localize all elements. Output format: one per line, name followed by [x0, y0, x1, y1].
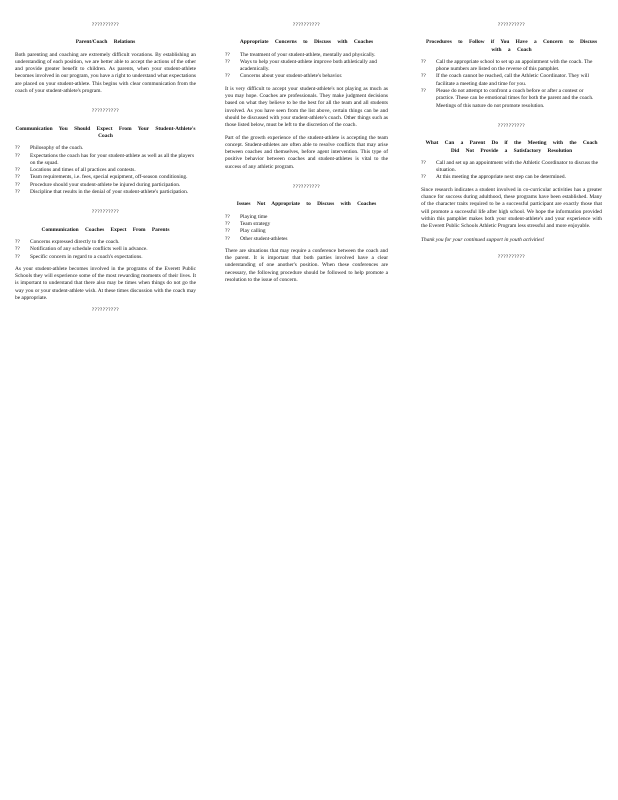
bullet-list — [225, 52, 388, 81]
paragraph: Part of the growth experience of the student-athlete is accepting the team concept. Student-athletes are often able to resolve conflicts that may arise between coaches and themselves, before agent intervention. This type of positive behavior between coaches and student-athletes is vital to the success of any athletic program. — [225, 134, 388, 170]
section-heading-procedures: Procedures to Follow if You Have a Concern to Discuss with a Coach — [425, 39, 598, 53]
divider: ?????????? — [497, 254, 526, 260]
list-item: ?? Specific concern in regard to a coach's expectations. — [15, 253, 143, 260]
paragraph: As your student-athlete becomes involved in the programs of the Everett Public Schools they will experience some of the most rewarding moments of their lives. It is important to understand that there also may be times when things do not go the way you or your student-athlete wish. At these times discussion with the coach may be appropriate. — [15, 265, 196, 302]
list-item: ?? The treatment of your student-athlete, mentally and physically. — [225, 51, 376, 58]
bullet-icon: ?? — [225, 228, 230, 235]
list-item: ?? Other student-athletes — [225, 235, 288, 242]
bullet-icon: ?? — [15, 181, 20, 188]
list-item: ?? At this meeting the appropriate next step can be determined. — [421, 174, 566, 181]
list-item: ?? Ways to help your student-athlete improve both athletically and academically. — [225, 58, 377, 73]
divider: ?????????? — [292, 23, 321, 28]
bullet-icon: ?? — [225, 220, 230, 227]
divider: ?????????? — [91, 308, 120, 314]
divider: ?????????? — [292, 185, 321, 191]
paragraph: Both parenting and coaching are extremely difficult vocations. By establishing an understanding of each position, we are better able to accept the actions of the other and provide greater benefit to children. As parents, when your student-athlete becomes involved in our program, you have a right to understand what expectations are placed on your student-athlete. This begins with clear communication from the coach of your student-athlete's program. — [15, 51, 196, 95]
bullet-icon: ?? — [421, 88, 426, 95]
list-item: ?? Concerns expressed directly to the coach. — [15, 238, 120, 245]
bullet-icon: ?? — [15, 246, 20, 253]
list-item: ?? Team strategy — [225, 220, 271, 227]
section-heading-what-can-a-parent-do: What Can a Parent Do if the Meeting with the Coach Did Not Provide a Satisfactory Resolution — [425, 140, 598, 154]
thank-you-note: Thank you for your continued support in youth activities! — [421, 236, 545, 243]
list-item: ?? Playing time — [225, 213, 268, 220]
bullet-list — [225, 214, 388, 243]
divider: ?????????? — [91, 109, 120, 115]
bullet-icon: ?? — [421, 73, 426, 80]
paragraph: Since research indicates a student involved in co-curricular activities has a greater chance for success during adulthood, these programs have been established. Many of the character traits required to be a successful participant are exactly those that will promote a successful life after high school. We hope the information provided within this pamphlet makes both your student-athlete's and your experience with the Everett Public Schools Athletic Program less stressful and more enjoyable. — [421, 186, 602, 230]
bullet-icon: ?? — [15, 238, 20, 245]
section-heading-appropriate-concerns: Appropriate Concerns to Discuss with Coaches — [239, 39, 374, 46]
bullet-icon: ?? — [225, 213, 230, 220]
bullet-icon: ?? — [15, 152, 20, 159]
divider: ?????????? — [497, 23, 526, 28]
section-heading-issues-not-appropriate: Issues Not Appropriate to Discuss with Coaches — [236, 201, 377, 208]
list-item: ?? Expectations the coach has for your student-athlete as well as all the players on the squad. — [15, 152, 195, 166]
bullet-icon: ?? — [225, 73, 230, 80]
bullet-icon: ?? — [225, 51, 230, 58]
bullet-icon: ?? — [225, 58, 230, 65]
divider: ?????????? — [91, 210, 120, 216]
bullet-icon: ?? — [15, 174, 20, 181]
section-heading-communication-from-coach: Communication You Should Expect From Your Student-Athlete's Coach — [15, 125, 196, 139]
list-item: ?? Procedure should your student-athlete be injured during participation. — [15, 181, 181, 188]
paragraph: It is very difficult to accept your student-athlete's not playing as much as you may hope. Coaches are professionals. They make judgment decisions based on what they believe to be the best for all the team and all students involved. As you have seen from the list above, certain things can be and should be discussed with your student-athlete's coach. Other things such as those listed below, must be left to the discretion of the coach. — [225, 85, 388, 129]
bullet-icon: ?? — [225, 235, 230, 242]
paragraph: There are situations that may require a conference between the coach and the parent. It is important that both parties involved have a clear understanding of one another's position. When these conferences are necessary, the following procedure should be followed to help promote a resolution to the issue of concern. — [225, 247, 388, 284]
list-item: ?? Call and set up an appointment with the Athletic Coordinator to discuss the situation. — [421, 159, 598, 174]
bullet-icon: ?? — [421, 58, 426, 65]
bullet-icon: ?? — [15, 145, 20, 152]
bullet-icon: ?? — [15, 189, 20, 196]
section-heading-communication-coaches-expect: Communication Coaches Expect From Parents — [41, 226, 170, 233]
bullet-list — [421, 160, 602, 182]
list-item: ?? Discipline that results in the denial of your student-athlete's participation. — [15, 189, 189, 196]
bullet-list — [15, 145, 196, 196]
divider: ?????????? — [497, 123, 526, 129]
bullet-icon: ?? — [421, 174, 426, 181]
list-item: ?? Locations and times of all practices and contests. — [15, 167, 136, 174]
bullet-icon: ?? — [15, 167, 20, 174]
column-3 — [421, 22, 602, 271]
list-item: ?? Philosophy of the coach. — [15, 145, 84, 152]
bullet-icon: ?? — [15, 253, 20, 260]
list-item: ?? Concerns about your student-athlete's behavior. — [225, 73, 343, 80]
column-2 — [225, 22, 388, 289]
section-heading-parent-coach-relations: Parent/Coach Relations — [75, 39, 136, 46]
bullet-list — [421, 59, 602, 110]
list-item: ?? Notification of any schedule conflicts well in advance. — [15, 246, 148, 253]
list-item: ?? Please do not attempt to confront a coach before or after a contest or practice. These can be emotional times for both the parent and the coach. Meetings of this nature do not promote resolution. — [421, 88, 594, 109]
bullet-list — [15, 239, 196, 261]
list-item: ?? Team requirements, i.e. fees, special equipment, off-season conditioning. — [15, 174, 188, 181]
divider: ?????????? — [91, 23, 120, 28]
list-item: ?? Call the appropriate school to set up an appointment with the coach. The phone numbers are listed on the reverse of this pamphlet. — [421, 58, 593, 73]
list-item: ?? If the coach cannot be reached, call the Athletic Coordinator. They will facilitate a meeting date and time for you. — [421, 73, 590, 87]
list-item: ?? Play calling — [225, 228, 266, 235]
column-1 — [15, 22, 196, 325]
bullet-icon: ?? — [421, 159, 426, 166]
